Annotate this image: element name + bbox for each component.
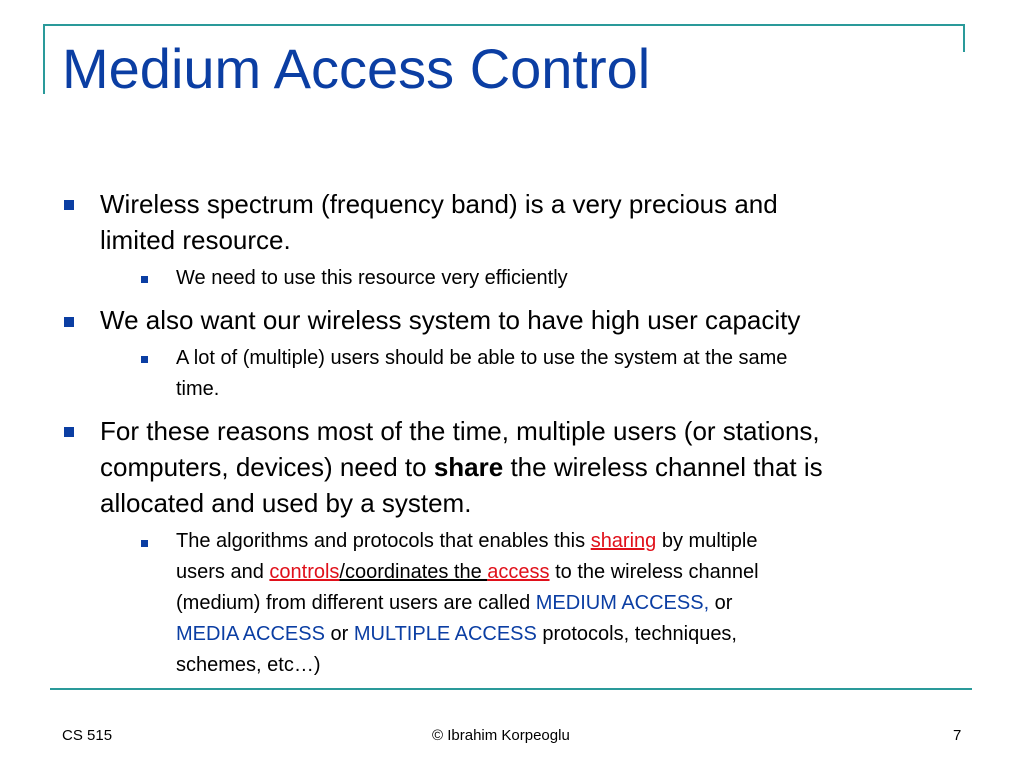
bullet-1-sub-1: We need to use this resource very efficiently [176,267,568,289]
bullet-1-line-2: limited resource. [100,225,291,255]
coordinates-text: /coordinates the [339,561,488,583]
footer-course: CS 515 [62,727,113,744]
bullet-3-line-2-text-b: the wireless channel that is [503,452,823,482]
sharing-keyword: sharing [590,530,657,552]
bullet-3-sub-1-line-2 [176,557,759,588]
bullet-3-line-2-text-a: computers, devices) need to [100,452,434,482]
access-keyword: access [487,561,550,583]
bullet-3-line-2 [100,449,823,485]
sub-text: protocols, techniques, [536,623,737,645]
bullet-2-line-1: We also want our wireless system to have high user capacity [100,305,801,335]
bullet-3-sub-1-line-1 [176,526,757,557]
bullet-3-sub-1-line-5: schemes, etc…) [176,654,321,676]
bold-share-word: share [433,452,504,482]
sub-text: The algorithms and protocols that enables this [176,530,591,552]
bullet-2-sub-1-line-2: time. [176,378,220,400]
sub-text: or [324,623,354,645]
bullet-2-sub-1-line-1: A lot of (multiple) users should be able to use the system at the same [176,347,788,369]
frame-top-line [43,24,965,26]
page-number: 7 [953,727,962,744]
bullet-3-line-1: For these reasons most of the time, multiple users (or stations, [100,416,820,446]
sub-bullet-marker [141,356,148,363]
frame-right-line [963,24,965,52]
sub-bullet-marker [141,276,148,283]
multiple-access-term: MULTIPLE ACCESS [353,623,537,645]
bullet-3-line-3: allocated and used by a system. [100,488,472,518]
footer-divider [50,688,972,690]
bullet-3-sub-1-line-4 [176,619,737,650]
medium-access-term: MEDIUM ACCESS, [535,592,710,614]
sub-text: users and [176,561,270,583]
bullet-1-line-1: Wireless spectrum (frequency band) is a very precious and [100,189,778,219]
sub-text: by multiple [656,530,758,552]
bullet-marker [64,427,74,437]
bullet-marker [64,200,74,210]
frame-left-line [43,24,45,94]
sub-text: or [709,592,733,614]
media-access-term: MEDIA ACCESS [176,623,325,645]
slide-title: Medium Access Control [62,37,651,100]
sub-bullet-marker [141,540,148,547]
sub-text: (medium) from different users are called [176,592,536,614]
sub-text: to the wireless channel [549,561,759,583]
controls-keyword: controls [269,561,340,583]
bullet-marker [64,317,74,327]
footer-copyright: © Ibrahim Korpeoglu [432,727,570,744]
bullet-3-sub-1-line-3 [176,588,732,619]
